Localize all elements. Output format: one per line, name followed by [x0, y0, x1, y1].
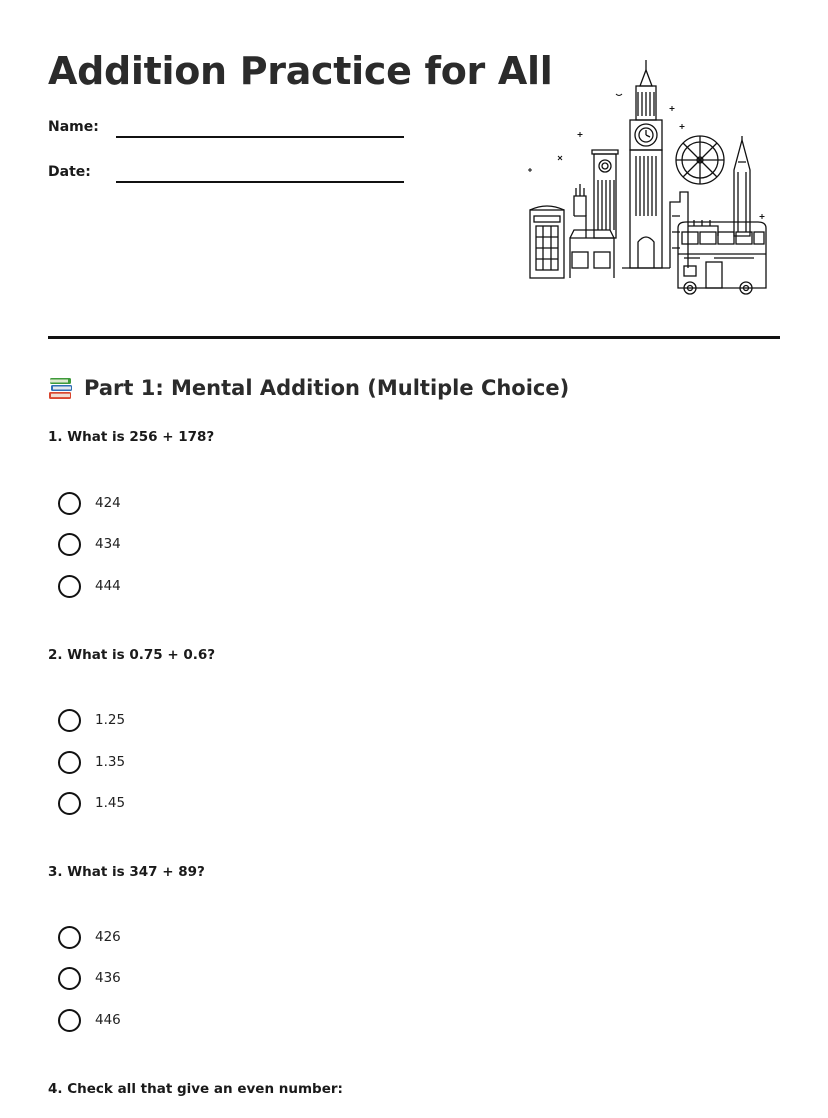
phone-box-icon — [530, 206, 564, 278]
radio-button[interactable] — [58, 1009, 81, 1032]
q3-option-2[interactable] — [58, 966, 121, 990]
option-label: 444 — [95, 578, 121, 594]
q2-option-3[interactable] — [58, 791, 125, 815]
radio-button[interactable] — [58, 792, 81, 815]
clock-tower-small — [592, 150, 618, 238]
option-label: 434 — [95, 536, 121, 552]
radio-button[interactable] — [58, 492, 81, 515]
option-label: 1.35 — [95, 754, 126, 770]
question-2: 2. What is 0.75 + 0.6? — [48, 647, 216, 663]
name-field — [48, 118, 404, 136]
date-input-line[interactable] — [116, 181, 404, 183]
books-icon — [48, 375, 74, 401]
double-decker-bus-icon — [678, 222, 766, 294]
big-ben-icon — [622, 60, 670, 268]
q3-option-3[interactable] — [58, 1008, 121, 1032]
q3-option-1[interactable] — [58, 925, 121, 949]
option-label: 1.45 — [95, 795, 126, 811]
option-label: 1.25 — [95, 712, 126, 728]
option-label: 436 — [95, 970, 121, 986]
q1-option-2[interactable] — [58, 532, 121, 556]
question-4: 4. Check all that give an even number: — [48, 1081, 343, 1097]
radio-button[interactable] — [58, 751, 81, 774]
section-divider — [48, 336, 780, 339]
date-label: Date: — [48, 164, 91, 180]
radio-button[interactable] — [58, 709, 81, 732]
question-3: 3. What is 347 + 89? — [48, 864, 205, 880]
city-buildings — [670, 192, 718, 268]
q2-option-2[interactable] — [58, 750, 125, 774]
name-input-line[interactable] — [116, 136, 404, 138]
radio-button[interactable] — [58, 926, 81, 949]
option-label: 426 — [95, 929, 121, 945]
date-field — [48, 163, 404, 181]
radio-button[interactable] — [58, 967, 81, 990]
q1-option-1[interactable] — [58, 491, 121, 515]
part1-heading-text: Part 1: Mental Addition (Multiple Choice) — [84, 376, 570, 400]
radio-button[interactable] — [58, 533, 81, 556]
london-eye-icon — [676, 136, 724, 184]
name-label: Name: — [48, 119, 99, 135]
palace-buildings — [570, 184, 614, 278]
part1-heading — [48, 372, 569, 404]
london-skyline-illustration — [524, 56, 770, 296]
option-label: 446 — [95, 1012, 121, 1028]
q1-option-3[interactable] — [58, 574, 121, 598]
spire-icon — [734, 136, 750, 236]
page-title: Addition Practice for All — [48, 49, 553, 93]
q2-option-1[interactable] — [58, 708, 125, 732]
option-label: 424 — [95, 495, 121, 511]
radio-button[interactable] — [58, 575, 81, 598]
question-1: 1. What is 256 + 178? — [48, 429, 215, 445]
